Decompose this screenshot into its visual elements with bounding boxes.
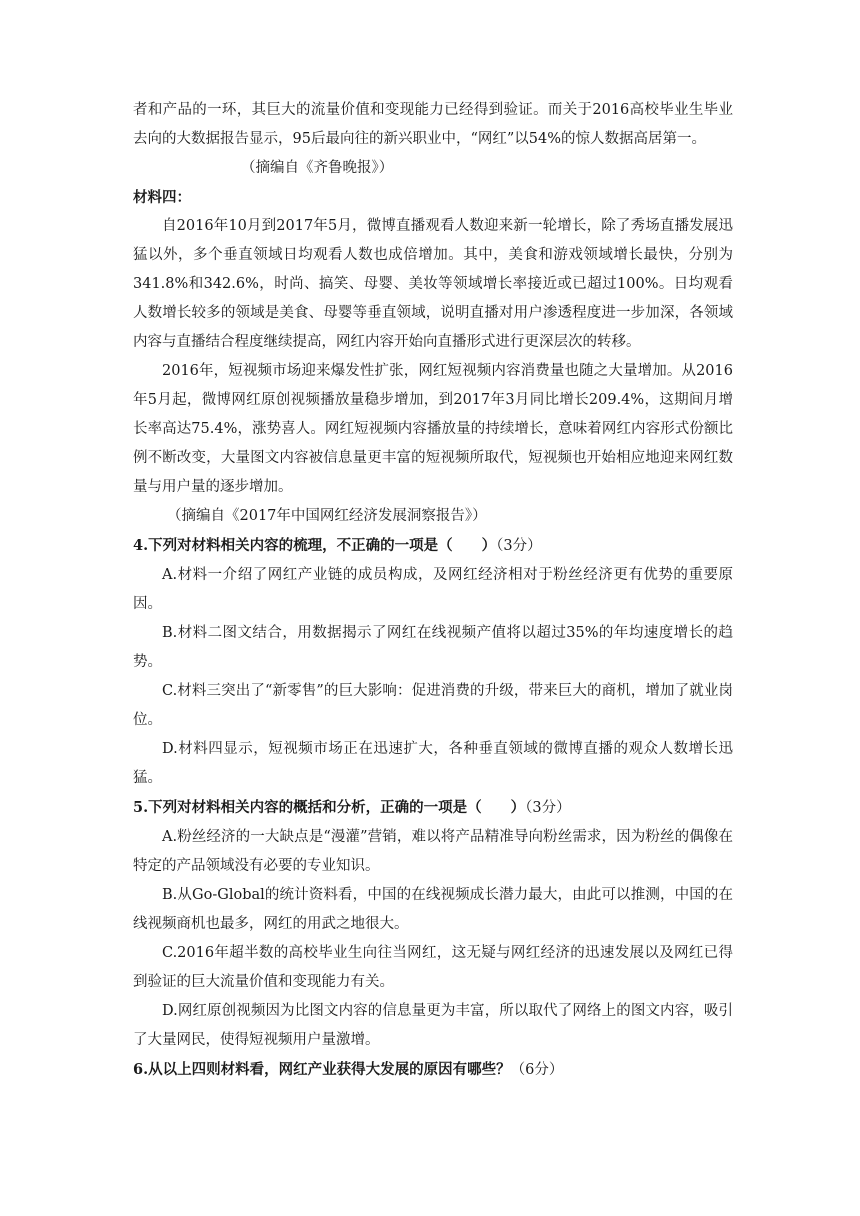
question-4-stem xyxy=(133,531,733,561)
material4-paragraph-2: 2016年，短视频市场迎来爆发性扩张，网红短视频内容消费量也随之大量增加。从2016年5月起，微博网红原创视频播放量稳步增加，到2017年3月同比增长209.4%，这期间月增长率高达75.4%，涨势喜人。网红短视频内容播放量的持续增长，意味着网红内容形式份额比例不断改变，大量图文内容被信息量更丰富的短视频所取代，短视频也开始相应地迎来网红数量与用户量的逐步增加。 xyxy=(133,363,733,495)
document-content xyxy=(133,96,733,1085)
question-5-option-c: C.2016年超半数的高校毕业生向往当网红，这无疑与网红经济的迅速发展以及网红已得到验证的巨大流量价值和变现能力有关。 xyxy=(133,945,733,990)
question-6-stem xyxy=(133,1055,733,1085)
question-5-option-d: D.网红原创视频因为比图文内容的信息量更为丰富，所以取代了网络上的图文内容，吸引了大量网民，使得短视频用户量激增。 xyxy=(133,1003,733,1048)
question-4-text: 4.下列对材料相关内容的梳理，不正确的一项是（ ） xyxy=(133,537,497,554)
question-4-option-a: A.材料一介绍了网红产业链的成员构成，及网红经济相对于粉丝经济更有优势的重要原因。 xyxy=(133,567,733,612)
question-4-score: （3分） xyxy=(496,538,542,554)
question-5-stem xyxy=(133,793,733,823)
material3-continuation: 者和产品的一环，其巨大的流量价值和变现能力已经得到验证。而关于2016高校毕业生毕业去向的大数据报告显示，95后最向往的新兴职业中，“网红”以54%的惊人数据高居第一。 xyxy=(133,102,733,147)
question-6-text: 6.从以上四则材料看，网红产业获得大发展的原因有哪些？ xyxy=(133,1061,511,1078)
question-4-option-d: D.材料四显示，短视频市场正在迅速扩大，各种垂直领域的微博直播的观众人数增长迅猛。 xyxy=(133,741,733,786)
question-5-option-b: B.从Go-Global的统计资料看，中国的在线视频成长潜力最大，由此可以推测，中国的在线视频商机也最多，网红的用武之地很大。 xyxy=(133,887,733,932)
question-5-text: 5.下列对材料相关内容的概括和分析，正确的一项是（ ） xyxy=(133,799,526,816)
question-6-score: （6分） xyxy=(510,1062,564,1078)
material4-paragraph-1: 自2016年10月到2017年5月，微博直播观看人数迎来新一轮增长，除了秀场直播发展迅猛以外，多个垂直领域日均观看人数也成倍增加。其中，美食和游戏领域增长最快，分别为341.8%和342.6%，时尚、搞笑、母婴、美妆等领域增长率接近或已超过100%。日均观看人数增长较多的领域是美食、母婴等垂直领域，说明直播对用户渗透程度进一步加深，各领域内容与直播结合程度继续提高，网红内容开始向直播形式进行更深层次的转移。 xyxy=(133,218,733,350)
material3-source: （摘编自《齐鲁晚报》） xyxy=(241,160,394,176)
question-4-option-b: B.材料二图文结合，用数据揭示了网红在线视频产值将以超过35%的年均速度增长的趋势。 xyxy=(133,625,733,670)
material4-source: （摘编自《2017年中国网红经济发展洞察报告》） xyxy=(167,508,487,524)
question-5-score: （3分） xyxy=(525,800,571,816)
question-4-option-c: C.材料三突出了“新零售”的巨大影响：促进消费的升级，带来巨大的商机，增加了就业岗位。 xyxy=(133,683,733,728)
question-5-option-a: A.粉丝经济的一大缺点是“漫灌”营销，难以将产品精准导向粉丝需求，因为粉丝的偶像在特定的产品领域没有必要的专业知识。 xyxy=(133,829,733,874)
material4-title: 材料四： xyxy=(133,189,191,206)
